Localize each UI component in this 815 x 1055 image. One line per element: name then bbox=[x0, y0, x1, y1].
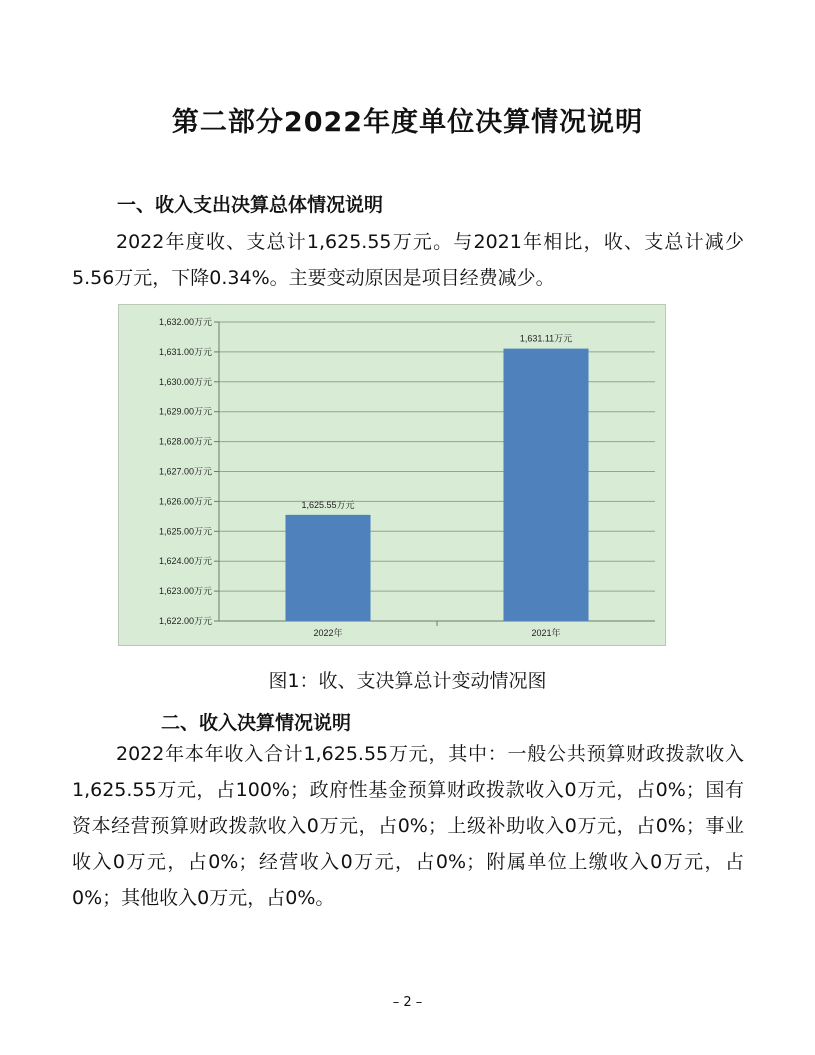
y-tick-label: 1,622.00万元 bbox=[158, 616, 212, 626]
y-tick-label: 1,627.00万元 bbox=[158, 466, 212, 477]
x-tick-label: 2021年 bbox=[531, 628, 561, 638]
section-heading-income-expense: 一、收入支出决算总体情况说明 bbox=[117, 194, 384, 216]
y-tick-label: 1,623.00万元 bbox=[158, 586, 212, 597]
y-tick-label: 1,631.00万元 bbox=[158, 346, 212, 357]
bar-chart bbox=[119, 305, 665, 645]
chart-container bbox=[118, 304, 666, 646]
data-label: 1,625.55万元 bbox=[301, 499, 355, 510]
x-tick-label: 2022年 bbox=[313, 628, 343, 638]
bar bbox=[503, 349, 588, 621]
page-title: 第二部分2022年度单位决算情况说明 bbox=[171, 107, 644, 138]
y-tick-label: 1,626.00万元 bbox=[158, 496, 212, 507]
y-tick-label: 1,629.00万元 bbox=[158, 406, 212, 417]
y-tick-label: 1,625.00万元 bbox=[158, 526, 212, 537]
figure-caption: 图1：收、支决算总计变动情况图 bbox=[268, 670, 547, 692]
section-heading-income: 二、收入决算情况说明 bbox=[161, 712, 352, 734]
bar bbox=[285, 515, 370, 621]
data-label: 1,631.11万元 bbox=[519, 333, 573, 344]
section-paragraph-income: 2022年本年收入合计1,625.55万元，其中：一般公共预算财政拨款收入1,625.55万元，占100%；政府性基金预算财政拨款收入0万元，占0%；国有资本经营预算财政拨款收入0万元，占0%；上级补助收入0万元，占0%；事业收入0万元，占0%；经营收入0万元，占0%；附属单位上缴收入0万元，占0%；其他收入0万元，占0%。 bbox=[72, 743, 744, 909]
y-tick-label: 1,628.00万元 bbox=[158, 436, 212, 447]
section-paragraph-income-expense: 2022年度收、支总计1,625.55万元。与2021年相比，收、支总计减少5.56万元，下降0.34%。主要变动原因是项目经费减少。 bbox=[72, 231, 744, 289]
y-tick-label: 1,624.00万元 bbox=[158, 556, 212, 567]
y-tick-label: 1,632.00万元 bbox=[158, 317, 212, 327]
page-number: – 2 – bbox=[392, 995, 423, 1010]
y-tick-label: 1,630.00万元 bbox=[158, 376, 212, 387]
